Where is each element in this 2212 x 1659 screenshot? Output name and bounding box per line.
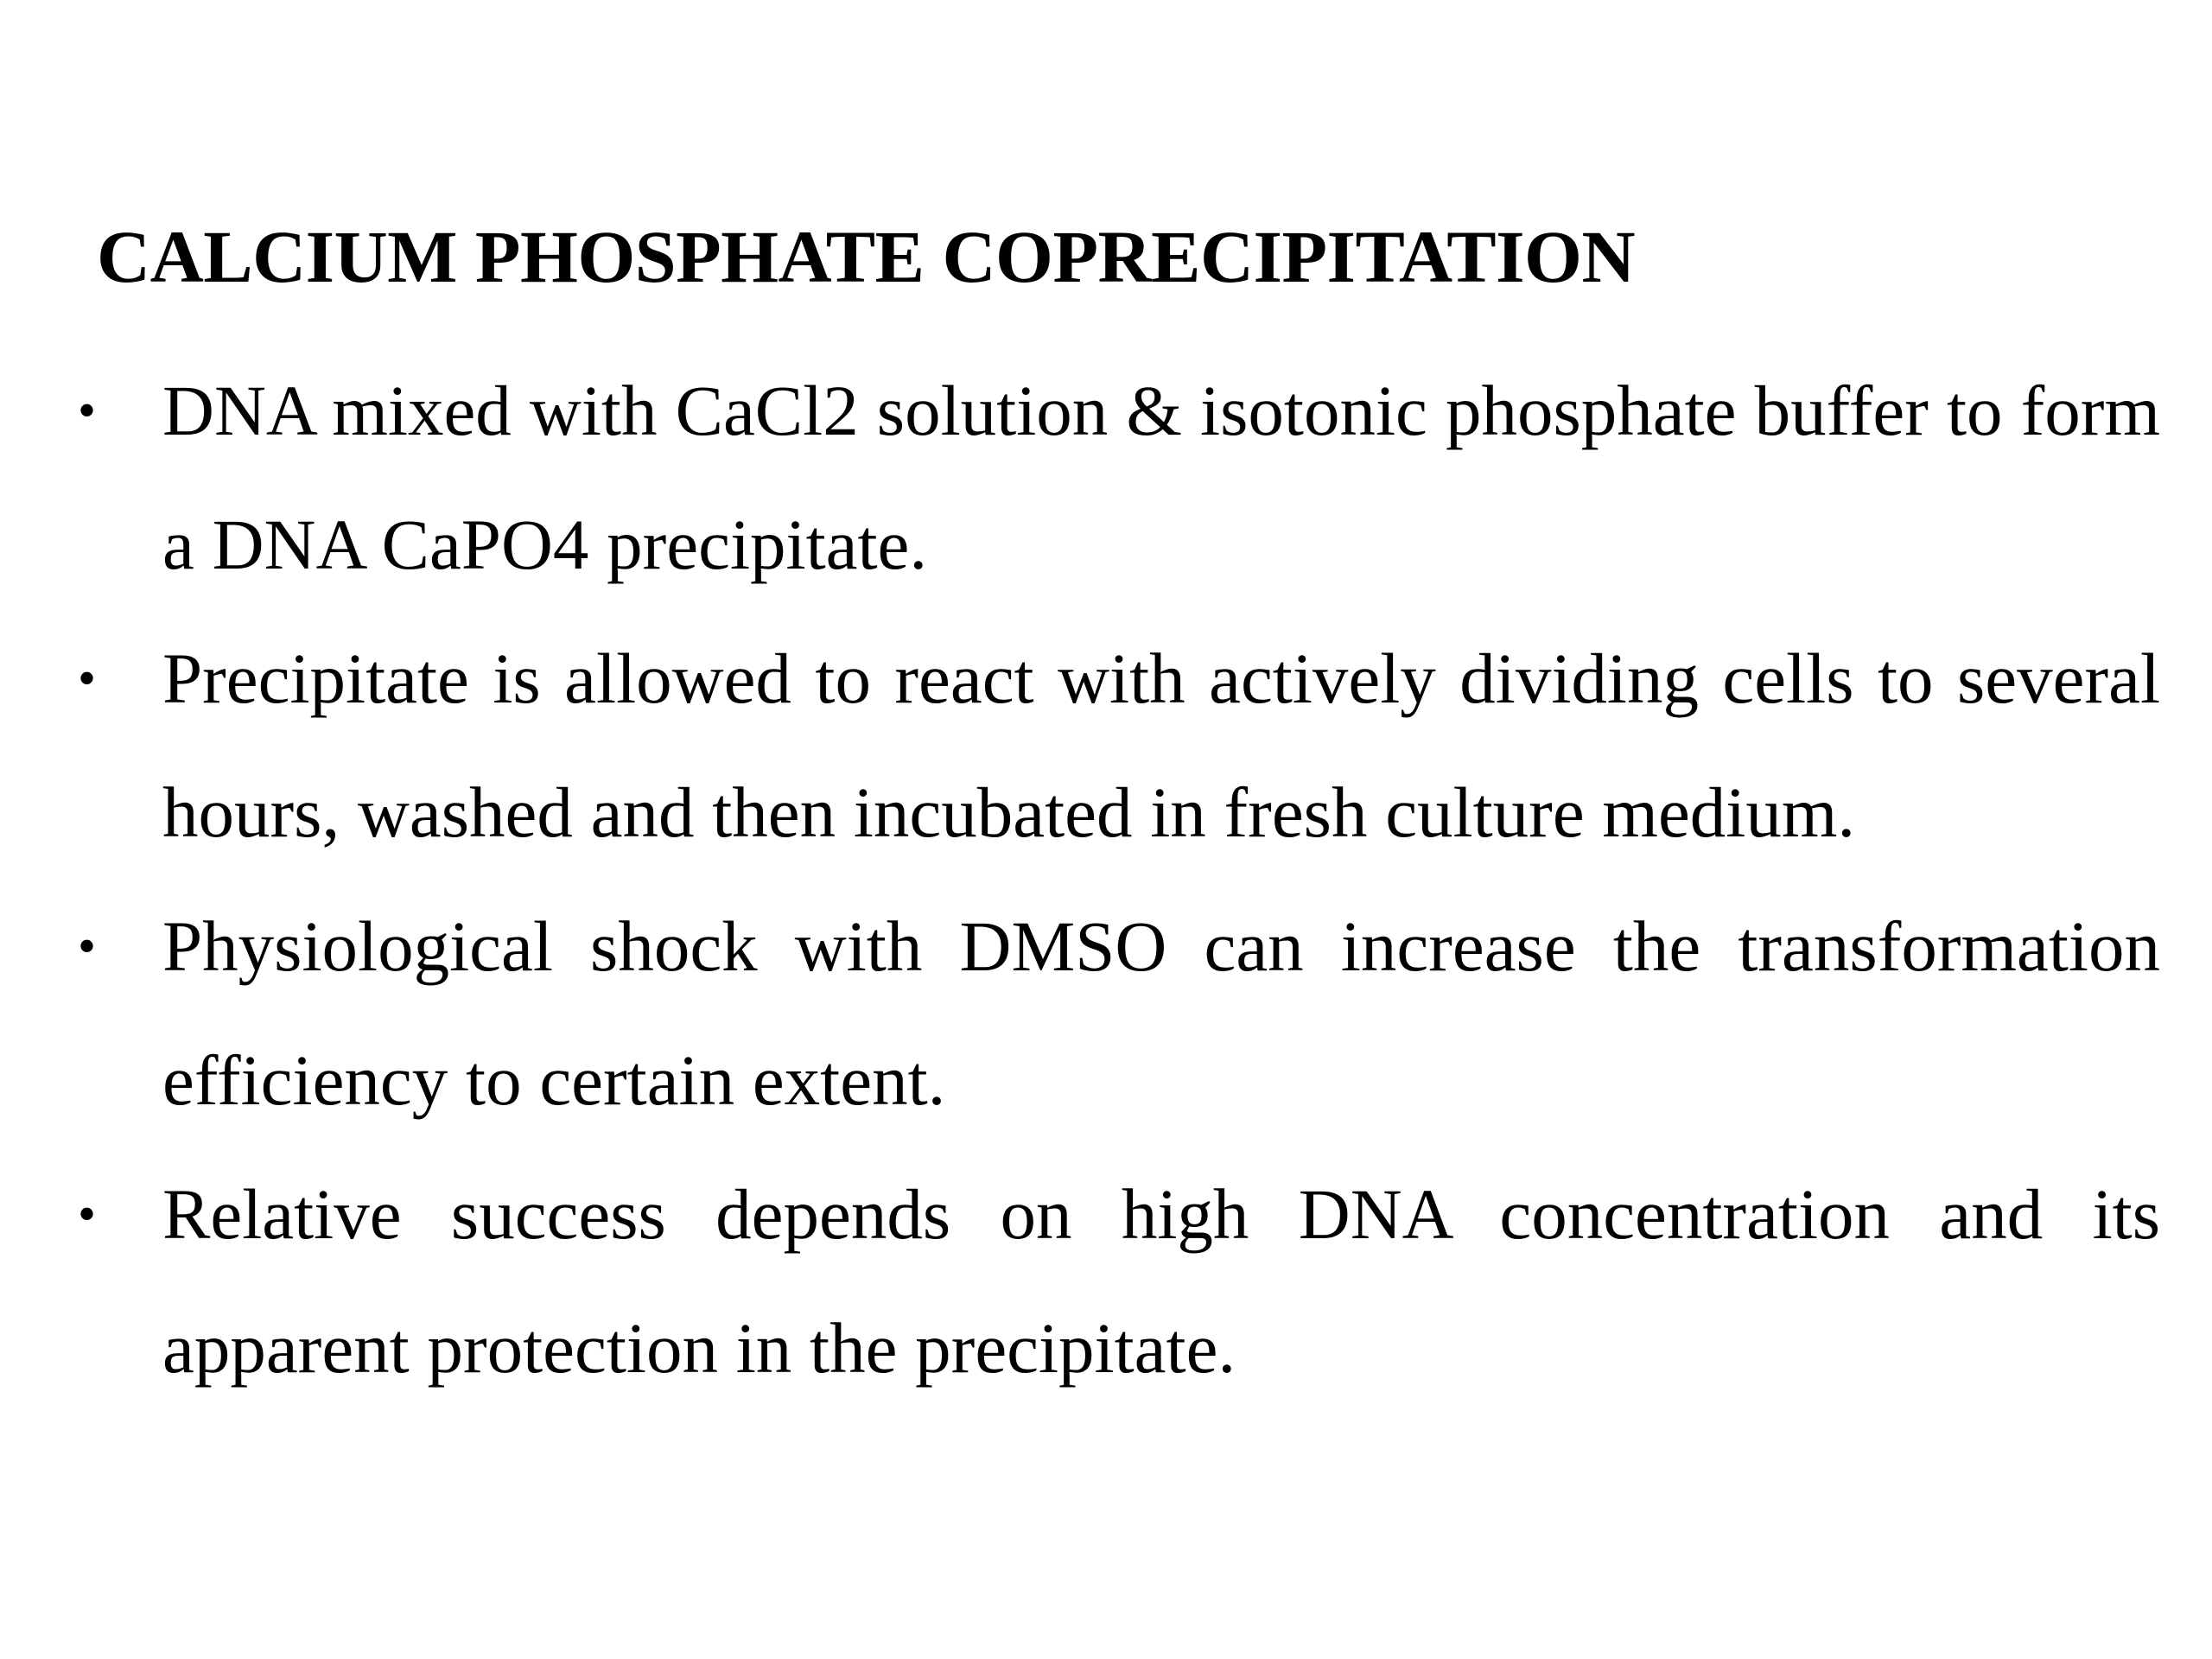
bullet-item — [69, 880, 2160, 1147]
bullet-dot-icon: • — [78, 650, 97, 707]
bullet-item — [69, 1147, 2160, 1415]
bullet-item — [69, 344, 2160, 612]
bullet-dot-icon: • — [78, 1185, 97, 1243]
bullet-dot-icon: • — [78, 382, 97, 439]
bullet-list — [69, 344, 2160, 1415]
bullet-text: Relative success depends on high DNA concentration and its apparent protection in the precipitate. — [162, 1174, 2160, 1388]
bullet-text: Precipitate is allowed to react with actively dividing cells to several hours, washed and then incubated in fresh culture medium. — [162, 639, 2160, 852]
bullet-item — [69, 612, 2160, 880]
slide-title: CALCIUM PHOSPHATE COPRECIPITATION — [97, 215, 1636, 298]
bullet-text: DNA mixed with CaCl2 solution & isotonic phosphate buffer to form a DNA CaPO4 precipitate. — [162, 371, 2160, 584]
bullet-text: Physiological shock with DMSO can increase the transformation efficiency to certain extent. — [162, 906, 2160, 1120]
bullet-dot-icon: • — [78, 918, 97, 975]
